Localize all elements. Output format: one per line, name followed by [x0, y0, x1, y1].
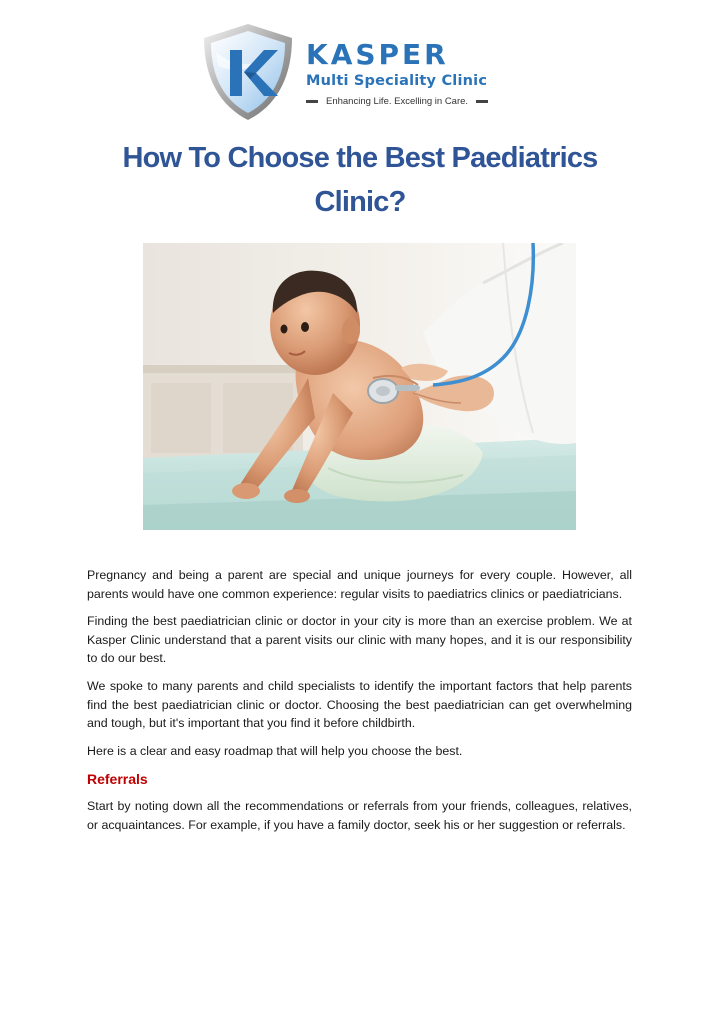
brand-name: KASPER	[306, 38, 449, 71]
paragraph-intro: Pregnancy and being a parent are special and unique journeys for every couple. However, all parents would have one common experience: regular visits to paediatrics clinics or paediatricians.	[87, 568, 632, 601]
article-title	[60, 136, 660, 224]
section-text-referrals: Start by noting down all the recommendations or referrals from your friends, colleagues, relatives, or acquaintances. For example, if you have a family doctor, seek his or her suggestion or referrals.	[87, 799, 632, 832]
article-body	[87, 566, 632, 844]
title-line-1: How To Choose the Best Paediatrics	[122, 142, 598, 174]
article-image	[143, 243, 576, 530]
clinic-logo	[200, 22, 520, 122]
tagline-dash-left	[306, 100, 318, 103]
paragraph-research: We spoke to many parents and child specialists to identify the important factors that help parents find the best paediatrician clinic or doctor. Choosing the best paediatrician can get overwhelming and tough, but it's important that you find it before childbirth.	[87, 678, 632, 731]
title-line-2: Clinic?	[314, 186, 406, 218]
tagline-dash-right	[476, 100, 488, 103]
baby-stethoscope-photo	[143, 243, 576, 530]
shield-k-icon	[200, 22, 296, 122]
brand-tagline: Enhancing Life. Excelling in Care.	[326, 96, 469, 107]
paragraph-roadmap: Here is a clear and easy roadmap that will help you choose the best.	[87, 743, 463, 758]
section-heading-referrals: Referrals	[87, 771, 148, 788]
tagline-row	[306, 96, 488, 107]
brand-subtitle: Multi Speciality Clinic	[306, 73, 488, 89]
paragraph-finding: Finding the best paediatrician clinic or doctor in your city is more than an exercise problem. We at Kasper Clinic understand that a parent visits our clinic with many hopes, and it is our responsibility to do our best.	[87, 614, 632, 666]
